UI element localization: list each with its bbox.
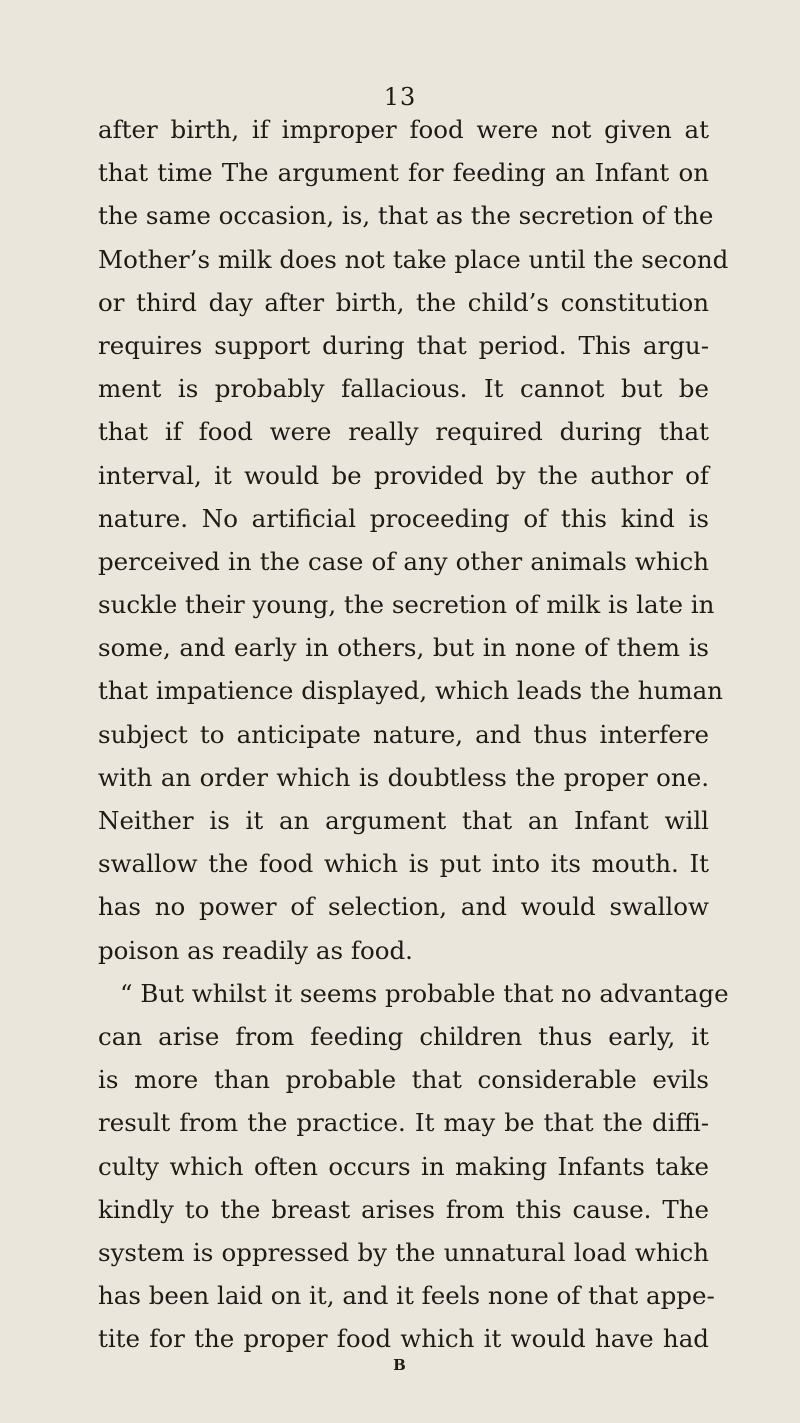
page-number: 13 [383,83,417,111]
text-line: has been laid on it, and it feels none of that appe- [98,1281,715,1311]
text-line: perceived in the case of any other animals which [98,546,709,576]
text-line: culty which often occurs in making Infants take [98,1151,709,1181]
text-line: some, and early in others, but in none of them is [98,633,709,663]
text-line: nature. No artificial proceeding of this kind is [98,503,709,533]
text-line: subject to anticipate nature, and thus interfere [98,719,709,749]
body-text [98,108,729,1360]
text-line: is more than probable that considerable evils [98,1065,709,1095]
text-line: that impatience displayed, which leads the human [98,676,723,706]
text-line: poison as readily as food. [98,935,413,965]
text-line: requires support during that period. This argu- [98,330,709,360]
text-line: result from the practice. It may be that the diffi- [98,1108,709,1138]
text-line: Mother’s milk does not take place until the second [98,244,729,274]
text-line: system is oppressed by the unnatural load which [98,1237,709,1267]
text-line: interval, it would be provided by the author of [98,460,709,490]
text-line: or third day after birth, the child’s constitution [98,287,709,317]
text-line: kindly to the breast arises from this cause. The [98,1194,709,1224]
text-line: that if food were really required during that [98,417,709,447]
text-line: ment is probably fallacious. It cannot but be [98,374,709,404]
text-line: “ But whilst it seems probable that no advantage [120,978,729,1008]
text-line: after birth, if improper food were not given at [98,115,709,144]
text-line: the same occasion, is, that as the secretion of the [98,201,714,231]
text-line: has no power of selection, and would swallow [98,892,709,922]
signature-mark: B [393,1356,407,1374]
text-line: with an order which is doubtless the proper one. [98,762,709,792]
text-line: that time The argument for feeding an Infant on [98,158,709,188]
text-line: swallow the food which is put into its mouth. It [98,849,709,879]
text-line: tite for the proper food which it would have had [98,1324,709,1354]
text-line: suckle their young, the secretion of milk is late in [98,590,715,620]
text-line: can arise from feeding children thus early, it [98,1021,709,1051]
text-line: Neither is it an argument that an Infant will [98,806,709,835]
